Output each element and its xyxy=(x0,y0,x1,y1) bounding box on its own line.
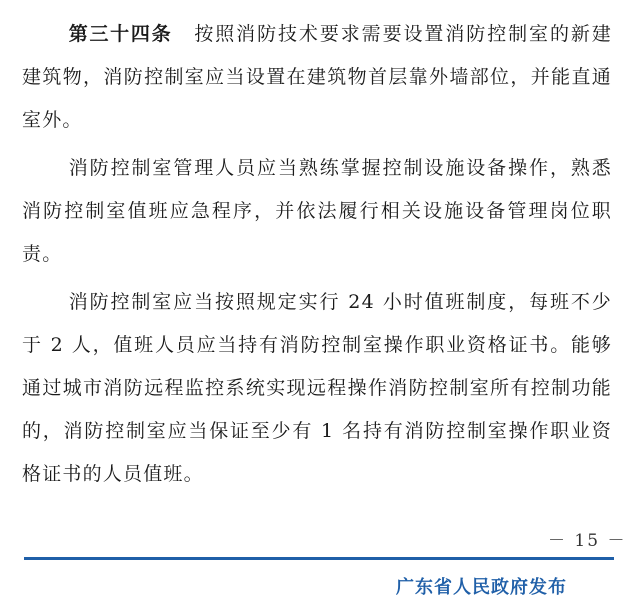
publisher-label: 广东省人民政府发布 xyxy=(396,577,567,598)
article-34-paragraph-1 xyxy=(22,13,612,142)
footer-divider xyxy=(24,557,614,560)
article-number: 第三十四条 xyxy=(68,23,173,45)
page-number: － 15 － xyxy=(548,531,627,551)
article-34-paragraph-2 xyxy=(22,147,612,276)
paragraph-text: 消防控制室管理人员应当熟练掌握控制设施设备操作，熟悉消防控制室值班应急程序，并依法履行相关设施设备管理岗位职责。 xyxy=(22,157,612,265)
paragraph-text: 按照消防技术要求需要设置消防控制室的新建建筑物，消防控制室应当设置在建筑物首层靠外墙部位，并能直通室外。 xyxy=(22,23,612,131)
paragraph-text: 消防控制室应当按照规定实行 24 小时值班制度，每班不少于 2 人，值班人员应当持有消防控制室操作职业资格证书。能够通过城市消防远程监控系统实现远程操作消防控制室所有控制功能的，消防控制室应当保证至少有 1 名持有消防控制室操作职业资格证书的人员值班。 xyxy=(22,291,612,485)
article-34-paragraph-3 xyxy=(22,281,612,496)
